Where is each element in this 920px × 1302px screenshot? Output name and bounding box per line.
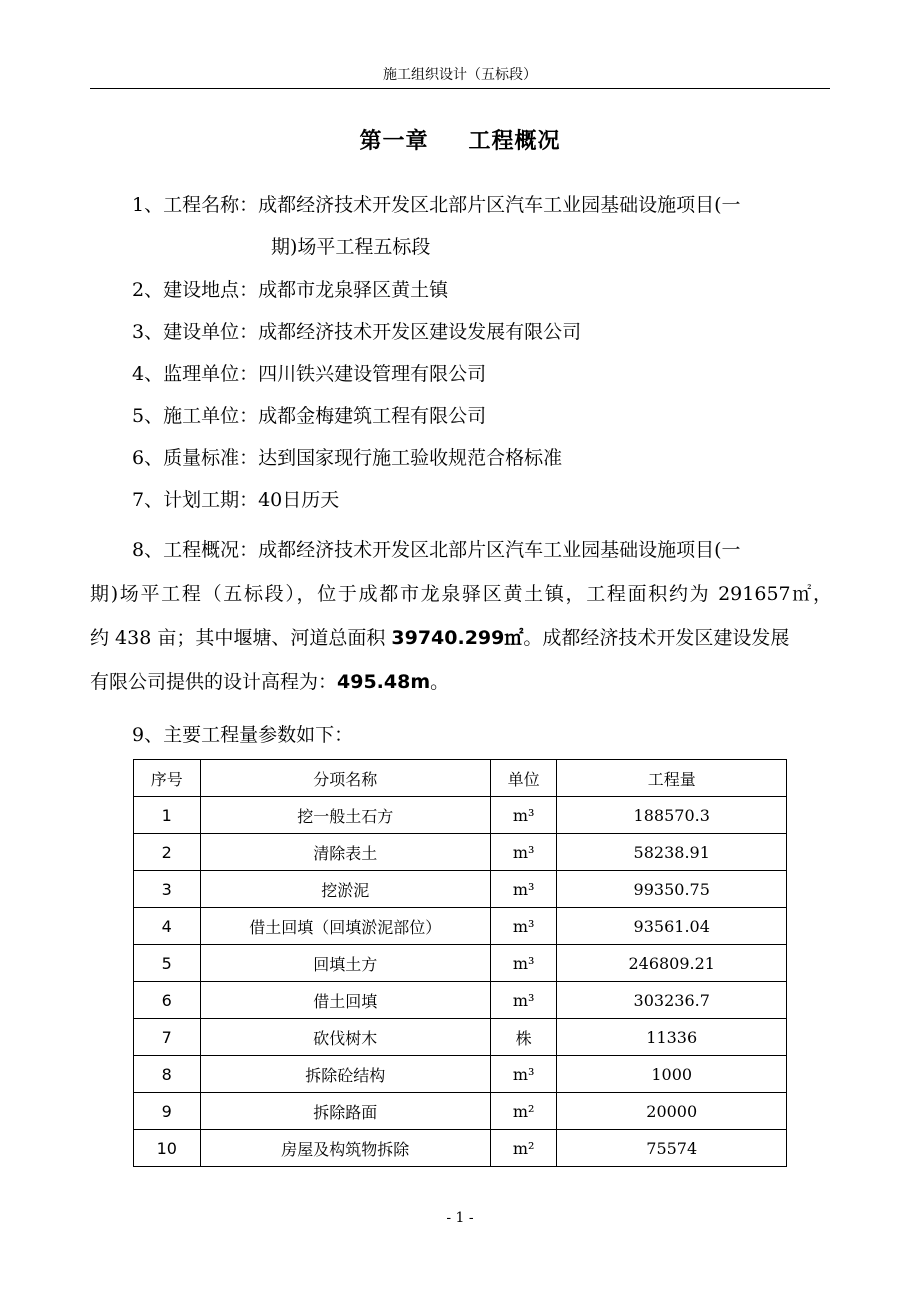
cell-index: 5 (134, 945, 201, 982)
col-header-item: 分项名称 (200, 760, 490, 797)
item-value: 40日历天 (258, 489, 340, 511)
item-label: 1、工程名称： (132, 194, 259, 216)
cell-item: 清除表土 (200, 834, 490, 871)
chapter-number: 第一章 (359, 129, 429, 154)
item-value: 成都市龙泉驿区黄土镇 (258, 279, 449, 301)
table-row (134, 1093, 787, 1130)
item-schedule (132, 485, 339, 512)
cell-item: 借土回填（回填淤泥部位） (200, 908, 490, 945)
item-supervisor (132, 359, 486, 386)
cell-unit: m³ (490, 982, 557, 1019)
cell-item: 回填土方 (200, 945, 490, 982)
cell-item: 拆除砼结构 (200, 1056, 490, 1093)
cell-unit: m² (490, 1093, 557, 1130)
cell-unit: m³ (490, 797, 557, 834)
item-label: 6、质量标准： (132, 447, 259, 469)
overview-line: 8、工程概况：成都经济技术开发区北部片区汽车工业园基础设施项目(一 (132, 539, 741, 561)
cell-index: 2 (134, 834, 201, 871)
item-contractor (132, 401, 486, 428)
item-label: 5、施工单位： (132, 405, 259, 427)
item-value: 四川铁兴建设管理有限公司 (258, 363, 487, 385)
item-value: 成都金梅建筑工程有限公司 (258, 405, 487, 427)
cell-index: 7 (134, 1019, 201, 1056)
cell-index: 10 (134, 1130, 201, 1167)
table-row (134, 945, 787, 982)
cell-index: 9 (134, 1093, 201, 1130)
cell-unit: m² (490, 1130, 557, 1167)
cell-unit: m³ (490, 871, 557, 908)
item-label: 2、建设地点： (132, 279, 259, 301)
page-header: 施工组织设计（五标段） (383, 67, 537, 83)
overview-line: 约 438 亩；其中堰塘、河道总面积 39740.299㎡。成都经济技术开发区建设发展 (90, 627, 790, 649)
item-owner (132, 317, 581, 344)
table-row (134, 1019, 787, 1056)
col-header-unit: 单位 (490, 760, 557, 797)
col-header-quantity: 工程量 (557, 760, 787, 797)
cell-unit: m³ (490, 834, 557, 871)
item-quality (132, 443, 562, 470)
cell-index: 1 (134, 797, 201, 834)
chapter-title (0, 124, 920, 155)
item-value-continued: 期)场平工程五标段 (271, 236, 431, 258)
table-row (134, 797, 787, 834)
cell-quantity: 93561.04 (557, 908, 787, 945)
table-row (134, 982, 787, 1019)
cell-unit: m³ (490, 908, 557, 945)
item-label: 3、建设单位： (132, 321, 259, 343)
table-row (134, 871, 787, 908)
pond-area-value: 39740.299㎡ (391, 627, 524, 649)
cell-quantity: 303236.7 (557, 982, 787, 1019)
cell-item: 房屋及构筑物拆除 (200, 1130, 490, 1167)
overview-paragraph (90, 528, 832, 704)
cell-index: 6 (134, 982, 201, 1019)
cell-quantity: 58238.91 (557, 834, 787, 871)
cell-item: 挖一般土石方 (200, 797, 490, 834)
chapter-name: 工程概况 (468, 129, 561, 154)
cell-quantity: 188570.3 (557, 797, 787, 834)
cell-quantity: 246809.21 (557, 945, 787, 982)
item-label: 7、计划工期： (132, 489, 259, 511)
table-row (134, 1130, 787, 1167)
header-rule (90, 88, 830, 89)
cell-item: 挖淤泥 (200, 871, 490, 908)
cell-quantity: 11336 (557, 1019, 787, 1056)
item-location (132, 275, 448, 302)
col-header-index: 序号 (134, 760, 201, 797)
table-row (134, 908, 787, 945)
table-row (134, 834, 787, 871)
design-elevation-value: 495.48m (337, 671, 431, 693)
cell-quantity: 20000 (557, 1093, 787, 1130)
cell-quantity: 99350.75 (557, 871, 787, 908)
cell-index: 3 (134, 871, 201, 908)
cell-index: 8 (134, 1056, 201, 1093)
cell-unit: 株 (490, 1019, 557, 1056)
overview-line: 有限公司提供的设计高程为：495.48m。 (90, 671, 450, 693)
table-header-row (134, 760, 787, 797)
page-number: - 1 - (446, 1210, 474, 1226)
item-value: 成都经济技术开发区北部片区汽车工业园基础设施项目(一 (258, 194, 741, 216)
item-value: 达到国家现行施工验收规范合格标准 (258, 447, 563, 469)
quantities-intro: 9、主要工程量参数如下： (132, 724, 354, 746)
cell-item: 借土回填 (200, 982, 490, 1019)
table-row (134, 1056, 787, 1093)
item-value: 成都经济技术开发区建设发展有限公司 (258, 321, 582, 343)
quantities-table (133, 759, 787, 1167)
cell-quantity: 1000 (557, 1056, 787, 1093)
cell-index: 4 (134, 908, 201, 945)
overview-line: 期)场平工程（五标段），位于成都市龙泉驿区黄土镇，工程面积约为 291657㎡， (90, 583, 833, 605)
item-label: 4、监理单位： (132, 363, 259, 385)
item-project-name (132, 190, 741, 258)
cell-quantity: 75574 (557, 1130, 787, 1167)
cell-item: 砍伐树木 (200, 1019, 490, 1056)
cell-item: 拆除路面 (200, 1093, 490, 1130)
cell-unit: m³ (490, 1056, 557, 1093)
cell-unit: m³ (490, 945, 557, 982)
